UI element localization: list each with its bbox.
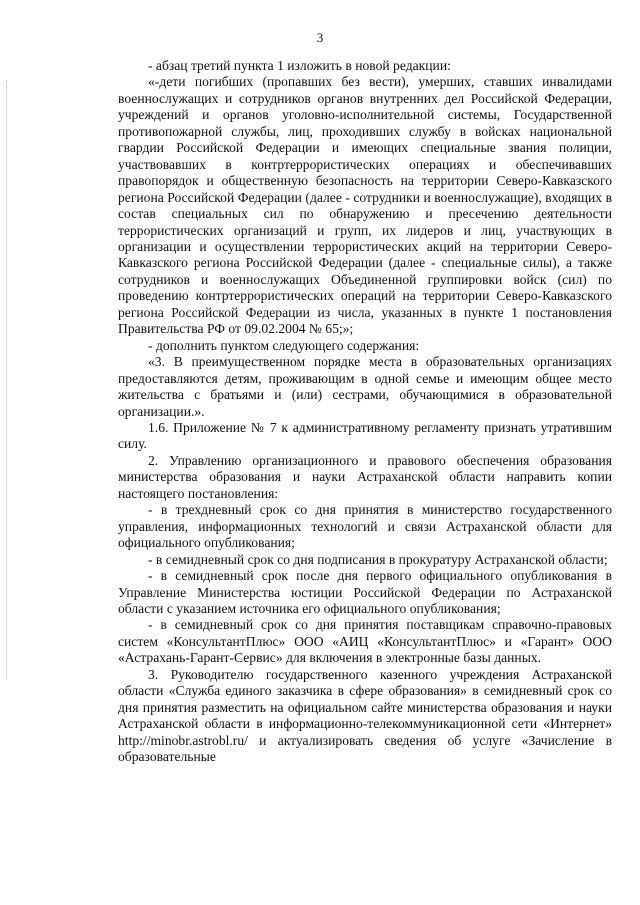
list-item-publication: - в трехдневный срок со дня принятия в министерство государственного управления, информационных технологий и связи Астраханской области для официального опубликования; <box>118 502 612 551</box>
paragraph-1-6: 1.6. Приложение № 7 к административному регламенту признать утратившим силу. <box>118 419 612 452</box>
document-body <box>118 58 612 765</box>
paragraph-clause-3: «3. В преимущественном порядке места в образовательных организациях предоставляются детям, проживающим в одной семье и имеющим общее место жительства с братьями и (или) сестрами, обучающимися в образовательной организации.». <box>118 354 612 419</box>
paragraph-amendment-intro: - абзац третий пункта 1 изложить в новой редакции: <box>148 58 451 73</box>
paragraph-3: 3. Руководителю государственного казенного учреждения Астраханской области «Служба единого заказчика в сфере образования» в семидневный срок со дня принятия разместить на официальном сайте министерства образования и науки Астраханской области в информационно-телекоммуникационной сети «Интернет» http://minobr.astrobl.ru/ и актуализировать сведения об услуге «Зачисление в образовательные <box>118 666 612 765</box>
list-item-prosecutor: - в семидневный срок со дня подписания в прокуратуру Астраханской области; <box>148 551 608 567</box>
paragraph-amendment-text: «-дети погибших (пропавших без вести), умерших, ставших инвалидами военнослужащих и сотрудников органов внутренних дел Российской Федерации, учреждений и органов уголовно-исполнительной системы, Государственной противопожарной службы, лиц, проходивших службу в войсках национальной гвардии Российской Федерации и имеющих специальные звания полиции, участвовавших в контртеррористических операциях и обеспечивавших правопорядок и общественную безопасность на территории Северо-Кавказского региона Российской Федерации (далее - сотрудники и военнослужащие), входящих в состав специальных сил по обнаружению и пресечению деятельности террористических организаций и групп, их лидеров и лиц, участвующих в организации и осуществлении террористических акций на территории Северо-Кавказского региона Российской Федерации (далее - специальные силы), а также сотрудников и военнослужащих Объединенной группировки войск (сил) по проведению контртеррористических операций на территории Северо-Кавказского региона Российской Федерации из числа, указанных в пункте 1 постановления Правительства РФ от 09.02.2004 № 65;»; <box>118 74 612 337</box>
list-item-legal-systems: - в семидневный срок со дня принятия поставщикам справочно-правовых систем «КонсультантПлюс» ООО «АИЦ «КонсультантПлюс» и «Гарант» ООО «Астрахань-Гарант-Сервис» для включения в электронные базы данных. <box>118 617 612 666</box>
list-item-justice-ministry: - в семидневный срок после дня первого официального опубликования в Управление Министерства юстиции Российской Федерации по Астраханской области с указанием источника его официального опубликования; <box>118 568 612 616</box>
page-number: 3 <box>316 30 324 45</box>
scan-margin-line <box>6 80 7 680</box>
paragraph-add-clause-intro: - дополнить пунктом следующего содержания: <box>148 337 420 353</box>
paragraph-2: 2. Управлению организационного и правового обеспечения образования министерства образования и науки Астраханской области направить копии настоящего постановления: <box>118 452 612 501</box>
